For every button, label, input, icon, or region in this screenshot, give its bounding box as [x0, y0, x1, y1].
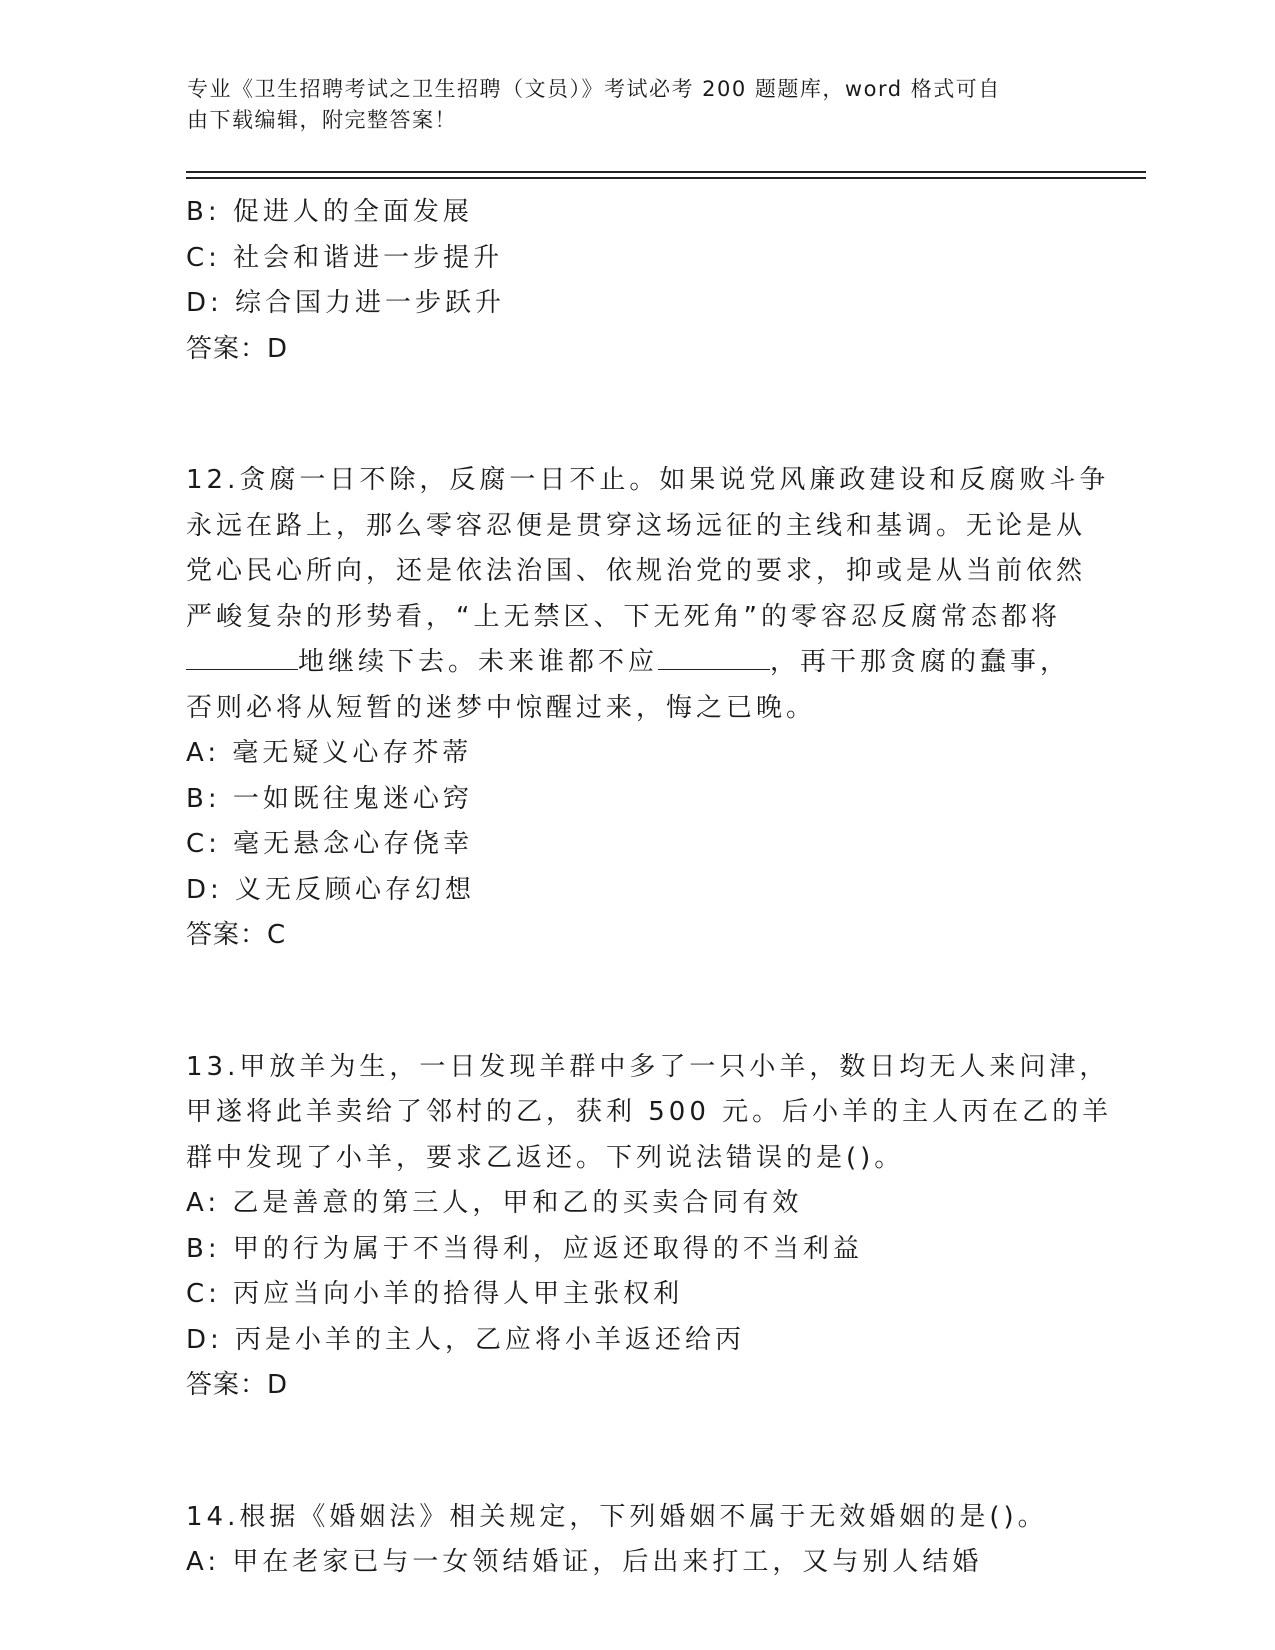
question-content [186, 190, 1113, 1586]
question-stem-line: 12.贪腐一日不除，反腐一日不止。如果说党风廉政建设和反腐败斗争 [186, 465, 1110, 495]
header-rule-top [186, 171, 1146, 173]
question-stem-line: 党心民心所向，还是依法治国、依规治党的要求，抑或是从当前依然 [186, 556, 1087, 586]
option-b: B: 促进人的全面发展 [186, 197, 473, 227]
spacer [186, 959, 1086, 1045]
option-d: D: 义无反顾心存幻想 [186, 874, 476, 905]
stem-text: 地继续下去。未来谁都不应 [298, 647, 659, 677]
answer: 答案：D [186, 333, 289, 364]
answer: 答案：C [186, 920, 287, 950]
fill-blank [186, 649, 298, 670]
option-c: C: 丙应当向小羊的拾得人甲主张权利 [186, 1279, 684, 1309]
option-a: A: 甲在老家已与一女领结婚证，后出来打工，又与别人结婚 [186, 1547, 983, 1577]
option-d: D: 综合国力进一步跃升 [186, 288, 506, 318]
question-14 [186, 1495, 1086, 1586]
question-13 [186, 1045, 1113, 1409]
question-stem-line: 甲遂将此羊卖给了邻村的乙，获利 500 元。后小羊的主人丙在乙的羊 [186, 1097, 1113, 1127]
question-stem-line [186, 640, 1086, 686]
header-line-1: 专业《卫生招聘考试之卫生招聘（文员）》考试必考 200 题题库，word 格式可自 [187, 77, 1001, 101]
question-stem-line: 13.甲放羊为生，一日发现羊群中多了一只小羊，数日均无人来问津， [186, 1051, 1110, 1082]
stem-text: ，再干那贪腐的蠢事， [770, 647, 1071, 677]
option-a: A: 乙是善意的第三人，甲和乙的买卖合同有效 [186, 1188, 803, 1218]
spacer [186, 372, 1086, 458]
question-12 [186, 458, 1110, 959]
question-stem-line: 否则必将从短暂的迷梦中惊醒过来，悔之已晚。 [186, 692, 817, 723]
option-c: C: 社会和谐进一步提升 [186, 242, 504, 273]
option-c: C: 毫无悬念心存侥幸 [186, 829, 474, 859]
option-b: B: 一如既往鬼迷心窍 [186, 783, 473, 814]
option-b: B: 甲的行为属于不当得利，应返还取得的不当利益 [186, 1233, 863, 1264]
header-line-2: 由下载编辑，附完整答案！ [187, 108, 457, 132]
option-d: D: 丙是小羊的主人，乙应将小羊返还给丙 [186, 1324, 746, 1355]
question-stem-line: 严峻复杂的形势看，“上无禁区、下无死角”的零容忍反腐常态都将 [186, 601, 1061, 632]
prev-question [186, 190, 1086, 372]
question-stem-line: 永远在路上，那么零容忍便是贯穿这场远征的主线和基调。无论是从 [186, 510, 1087, 541]
question-stem-line: 14.根据《婚姻法》相关规定，下列婚姻不属于无效婚姻的是()。 [186, 1501, 1048, 1532]
answer: 答案：D [186, 1370, 289, 1400]
spacer [186, 1409, 1086, 1495]
fill-blank [658, 649, 770, 670]
header-rule-bottom [186, 177, 1146, 179]
question-stem-line: 群中发现了小羊，要求乙返还。下列说法错误的是()。 [186, 1142, 905, 1173]
document-header [187, 74, 1067, 136]
option-a: A: 毫无疑义心存芥蒂 [186, 738, 473, 768]
